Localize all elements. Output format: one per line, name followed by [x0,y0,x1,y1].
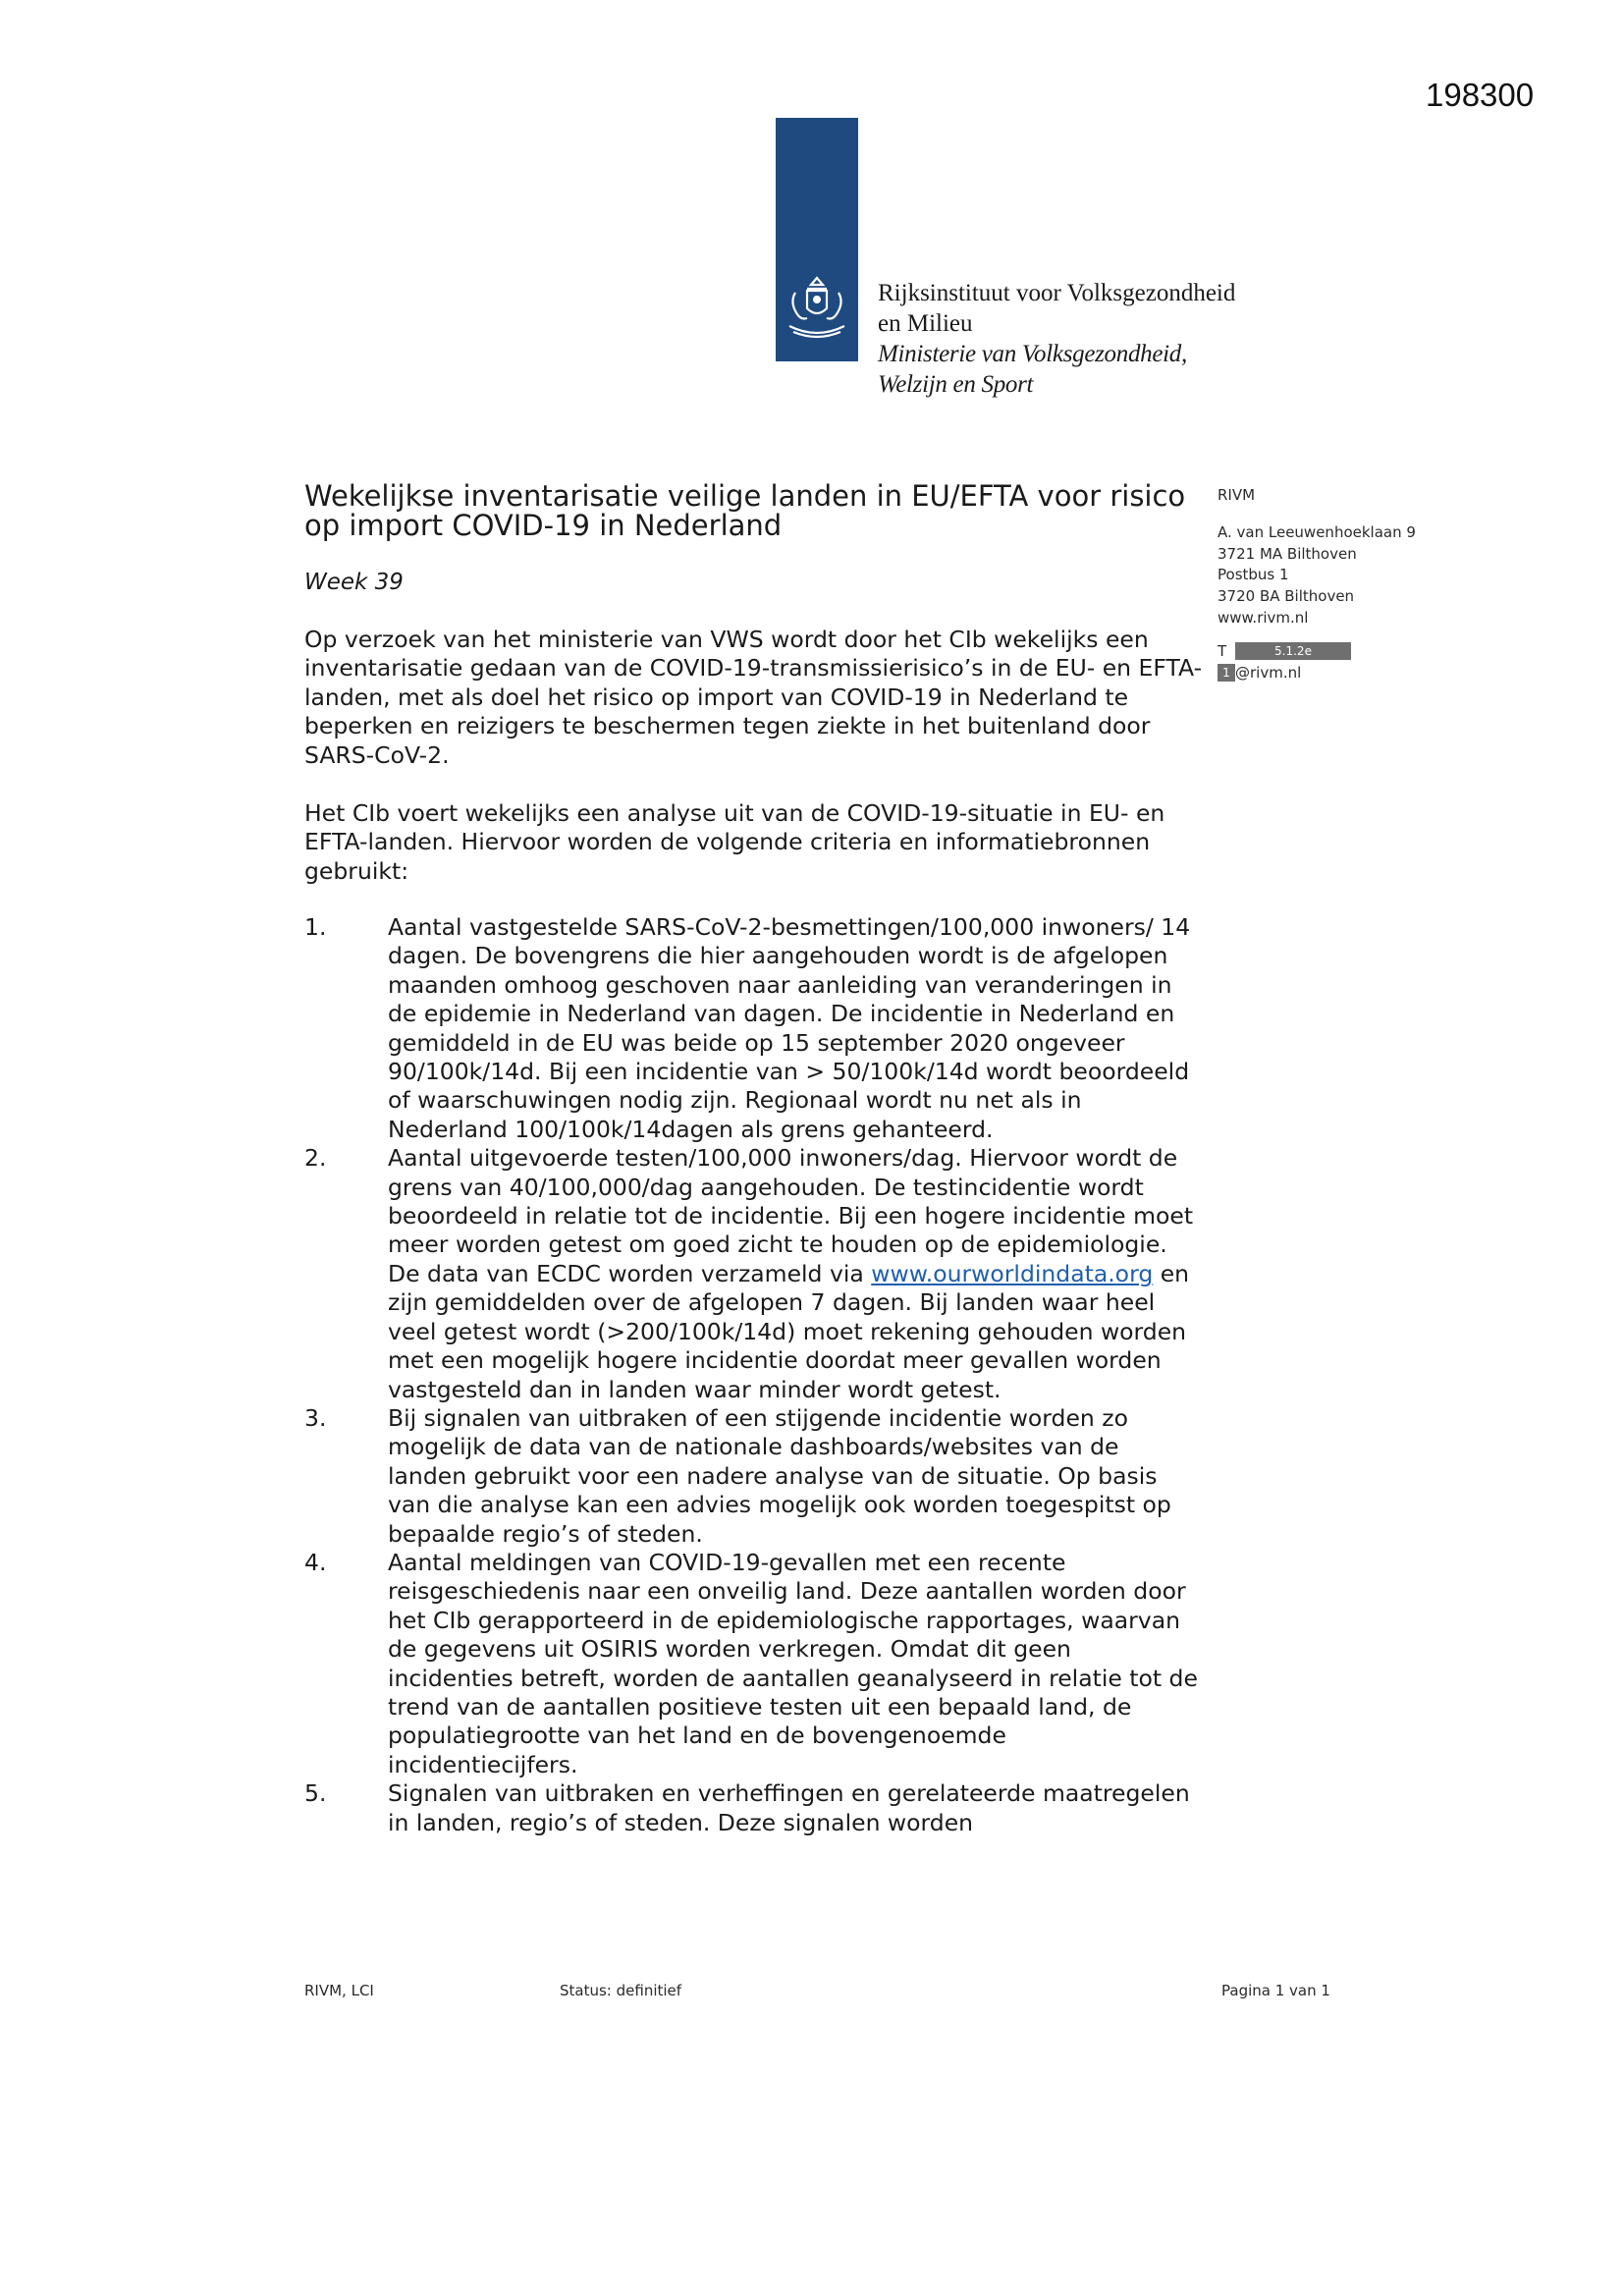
method-paragraph: Het CIb voert wekelijks een analyse uit van de COVID-19-situatie in EU- en EFTA-landen. Hiervoor worden de volgende criteria en informatiebronnen gebruikt: [304,799,1165,885]
list-text: Signalen van uitbraken en verheffingen en gerelateerde maatregelen in landen, regio’s of steden. Deze signalen worden [388,1779,1190,1836]
org-line-2: en Milieu [878,310,973,337]
document-title: Wekelijkse inventarisatie veilige landen in EU/EFTA voor risico op import COVID-19 in Nederland [304,479,1186,542]
list-number: 2. [304,1144,327,1173]
list-item [304,913,1203,1144]
ourworldindata-link[interactable]: www.ourworldindata.org [871,1259,1154,1287]
sidebar-contact [1218,641,1443,684]
phone-label: T [1218,641,1227,660]
email-row [1218,663,1443,684]
phone-redaction: 5.1.2e [1235,642,1351,660]
sidebar-address-line: 3720 BA Bilthoven [1218,587,1355,606]
list-text: Aantal vastgestelde SARS-CoV-2-besmettingen/100,000 inwoners/ 14 dagen. De bovengrens die hier aangehouden wordt is de afgelopen maanden omhoog geschoven naar aanleiding van veranderingen in de epidemie in Nederland van dagen. De incidentie in Nederland en gemiddeld in de EU was beide op 15 september 2020 ongeveer 90/100k/14d. Bij een incidentie van > 50/100k/14d wordt beoordeeld of waarschuwingen nodig zijn. Regionaal wordt nu net als in Nederland 100/100k/14dagen als grens gehanteerd. [388,913,1191,1143]
list-text-part: en zijn gemiddelden over de afgelopen 7 dagen. Bij landen waar heel veel getest wordt (>200/100k/14d) moet rekening gehouden worden met een mogelijk hogere incidentie doordat meer gevallen worden vastgesteld dan in landen waar minder wordt getest. [388,1259,1190,1403]
list-number: 4. [304,1548,327,1576]
sidebar-website: www.rivm.nl [1218,608,1309,627]
organisation-name [878,278,1235,400]
dutch-coat-of-arms-icon [782,275,852,344]
list-item [304,1779,1203,1837]
criteria-list [304,913,1203,1837]
footer-department: RIVM, LCI [304,1982,374,1999]
sidebar-address-line: Postbus 1 [1218,566,1289,584]
sender-sidebar [1218,485,1443,683]
intro-paragraph: Op verzoek van het ministerie van VWS wordt door het CIb wekelijks een inventarisatie gedaan van de COVID-19-transmissierisico’s in de EU- en EFTA-landen, met als doel het risico op import van COVID-19 in Nederland te beperken en reizigers te beschermen tegen ziekte in het buitenland door SARS-CoV-2. [304,626,1203,769]
email-suffix: @rivm.nl [1235,663,1302,682]
sidebar-org: RIVM [1218,486,1256,504]
footer-status: Status: definitief [560,1982,682,1999]
ministry-line-1: Ministerie van Volksgezondheid, [878,341,1187,367]
document-number: 198300 [1426,77,1535,113]
org-line-1: Rijksinstituut voor Volksgezondheid [878,280,1236,306]
sidebar-address-line: A. van Leeuwenhoeklaan 9 [1218,522,1416,541]
phone-row [1218,641,1443,663]
list-number: 1. [304,913,327,941]
list-text-part: Aantal uitgevoerde testen/100,000 inwoners/dag. Hiervoor wordt de grens van 40/100,000/dag aangehouden. De testincidentie wordt beoordeeld in relatie tot de incidentie. Bij een hogere incidentie moet meer worden getest om goed zicht te houden op de epidemiologie. De data van ECDC worden verzameld via [388,1144,1194,1287]
logo-bar [776,118,858,361]
list-number: 3. [304,1403,327,1432]
email-redaction: 1 [1218,664,1235,682]
week-label: Week 39 [304,570,404,595]
list-number: 5. [304,1779,327,1808]
sidebar-address-line: 3721 MA Bilthoven [1218,544,1357,563]
list-item [304,1404,1203,1549]
list-text: Bij signalen van uitbraken of een stijgende incidentie worden zo mogelijk de data van de nationale dashboards/websites van de landen gebruikt voor een nadere analyse van de situatie. Op basis van die analyse kan een advies mogelijk ook worden toegespitst op bepaalde regio’s of steden. [388,1403,1171,1548]
list-text [388,1144,1203,1404]
list-text: Aantal meldingen van COVID-19-gevallen met een recente reisgeschiedenis naar een onveilig land. Deze aantallen worden door het CIb gerapporteerd in de epidemiologische rapportages, waarvan de gegevens uit OSIRIS worden verkregen. Omdat dit geen incidenties betreft, worden de aantallen geanalyseerd in relatie tot de trend van de aantallen positieve testen uit een bepaald land, de populatiegrootte van het land en de bovengenoemde incidentiecijfers. [388,1548,1198,1778]
footer-page-number: Pagina 1 van 1 [1221,1982,1330,1999]
ministry-line-2: Welzijn en Sport [878,371,1034,398]
list-item [304,1549,1203,1779]
list-item [304,1144,1203,1404]
